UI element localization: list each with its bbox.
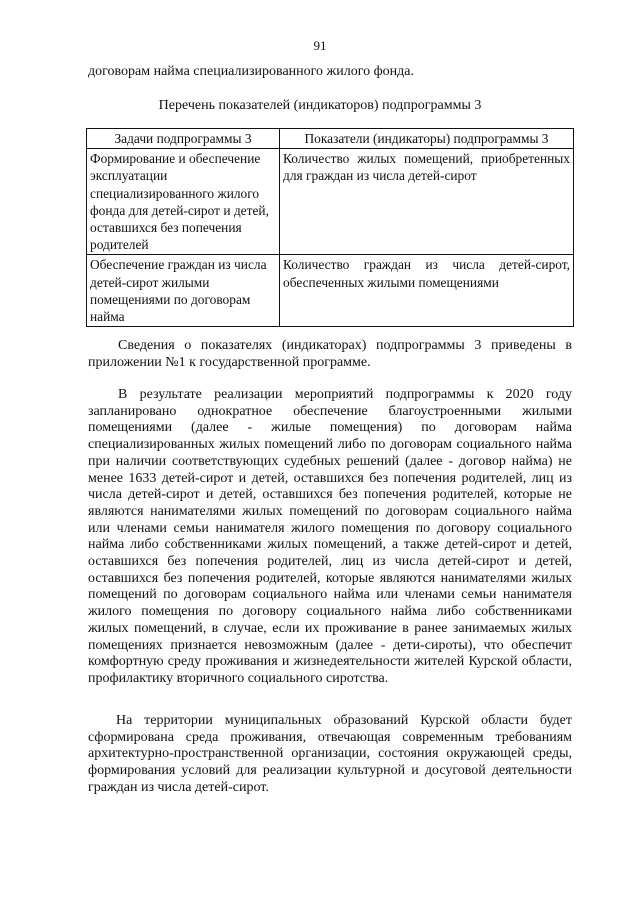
paragraph-indicators-reference: Сведения о показателях (индикаторах) подпрограммы 3 приведены в приложении №1 к государственной программе. <box>88 338 572 370</box>
table-row <box>87 255 574 327</box>
table-cell-task: Формирование и обеспечение эксплуатации специализированного жилого фонда для детей-сирот и детей, оставшихся без попечения родителей <box>87 149 280 255</box>
table-row <box>87 149 574 255</box>
paragraph-expected-results: В результате реализации мероприятий подпрограммы к 2020 году запланировано однократное обеспечение благоустроенными жилыми помещениями (далее - жилые помещения) по договорам найма специализированных жилых помещений либо по договорам социального найма при наличии соответствующих судебных решений (далее - договор найма) не менее 1633 детей-сирот и детей, оставшихся без попечения родителей, лиц из числа детей-сирот и детей, оставшихся без попечения родителей, которые не являются нанимателями жилых помещений по договорам социального найма или членами семьи нанимателя жилого помещения по договору социального найма либо собственниками жилых помещений, а также детей-сирот и детей, оставшихся без попечения родителей, лиц из числа детей-сирот и детей, оставшихся без попечения родителей, которые являются нанимателями жилых помещений по договорам социального найма или членами семьи нанимателя жилого помещения по договору социального найма либо собственниками жилых помещений, в случае, если их проживание в ранее занимаемых жилых помещениях признается невозможным (далее - дети-сироты), что обеспечит комфортную среду проживания и жизнедеятельности жителей Курской области, профилактику вторичного социального сиротства. <box>88 387 572 686</box>
table-header-row <box>87 129 574 149</box>
indicators-table <box>86 128 574 327</box>
column-header-tasks: Задачи подпрограммы 3 <box>87 129 280 149</box>
table-caption: Перечень показателей (индикаторов) подпрограммы 3 <box>158 98 482 113</box>
intro-line: договорам найма специализированного жилого фонда. <box>88 64 414 79</box>
page-number: 91 <box>313 38 327 53</box>
table-cell-task: Обеспечение граждан из числа детей-сирот жилыми помещениями по договорам найма <box>87 255 280 327</box>
table-cell-indicator: Количество жилых помещений, приобретенных для граждан из числа детей-сирот <box>280 149 574 255</box>
paragraph-living-environment: На территории муниципальных образований Курской области будет сформирована среда проживания, отвечающая современным требованиям архитектурно-пространственной организации, состояния окружающей среды, формирования условий для реализации культурной и досуговой деятельности граждан из числа детей-сирот. <box>88 713 572 795</box>
table-cell-indicator: Количество граждан из числа детей-сирот, обеспеченных жилыми помещениями <box>280 255 574 327</box>
column-header-indicators: Показатели (индикаторы) подпрограммы 3 <box>280 129 574 149</box>
